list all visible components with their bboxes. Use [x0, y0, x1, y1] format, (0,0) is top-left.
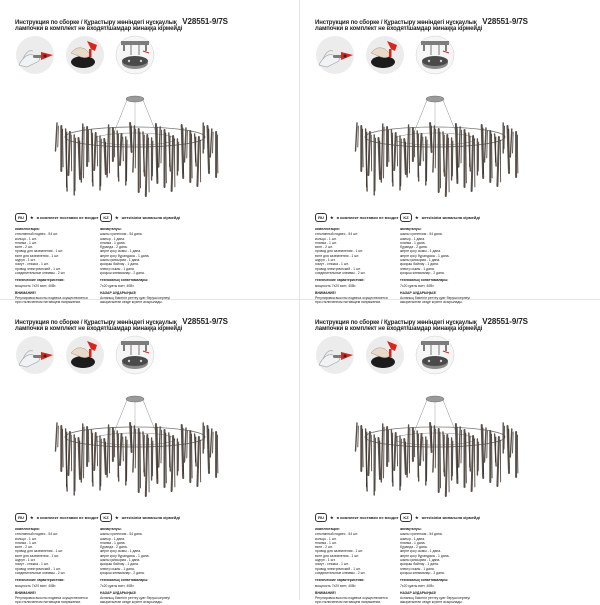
kz-warning-line: ажыратылған кезде жүзеге асырылады. — [100, 300, 163, 305]
kz-badge: KZ — [400, 513, 412, 522]
kz-column — [100, 527, 212, 605]
vertical-divider — [299, 0, 300, 600]
title-text: Инструкция по сборке / Құрастыру жөніндегі нұсқаулық — [15, 320, 177, 326]
ru-specs: мощность 7x20 ватт, 40Вт. — [315, 283, 357, 288]
chandelier-product-image — [35, 393, 235, 513]
ru-contents-item: соединительные клеммы - 2 шт. — [15, 570, 66, 575]
kz-contents-item: жерге қосу бұрандасы - 1 дана. — [100, 553, 150, 558]
kz-contents-item: қысқыш байлау - 1 дана. — [400, 562, 439, 567]
ru-contents-item: винт для заземления - 1 шт. — [15, 253, 60, 258]
ru-badge: RU — [315, 213, 327, 222]
ru-contents-item: провод для заземления - 1 шт. — [315, 549, 364, 554]
ru-contents-heading: комплектация: — [315, 527, 340, 531]
ru-not-included-row — [15, 213, 99, 222]
ru-contents-item: стеклянный подвес - 54 шт. — [315, 532, 358, 537]
ru-contents-item: винт - 2 шт. — [15, 545, 33, 550]
ru-specs: мощность 7x20 ватт, 40Вт. — [315, 583, 357, 588]
kz-warning-line: ажыратылған кезде жүзеге асырылады. — [400, 600, 463, 605]
kz-contents-item: шығыр - 1 дана. — [100, 236, 126, 241]
kz-column — [100, 227, 212, 305]
hand-tool-illustration — [365, 35, 405, 75]
kz-not-included: жеткізілім жинағына кірмейді — [421, 515, 481, 520]
kz-badge: KZ — [400, 213, 412, 222]
ru-not-included-row — [315, 513, 399, 522]
kz-column — [400, 527, 512, 605]
hand-tool-illustration — [365, 335, 405, 375]
ru-warning-line: при отключенном питающем напряжении. — [315, 600, 382, 605]
kz-contents-item: қосқыш клеммалар - 2 дана. — [400, 270, 445, 275]
kz-not-included-row — [400, 213, 480, 222]
kz-specs-heading: техникалық сипаттамалары: — [400, 578, 449, 583]
kz-contents-item: жерге қосу сымы - 1 дана. — [400, 549, 442, 554]
star-icon: ★ — [115, 515, 119, 520]
ru-contents-item: шуруп - 1 шт. — [15, 558, 36, 563]
kz-contents-item: шыны суспензия - 54 дана. — [400, 232, 443, 237]
ru-contents-item: стеклянный подвес - 54 шт. — [315, 232, 358, 237]
ru-warning-line: при отключенном питающем напряжении. — [315, 300, 382, 305]
kz-contents-item: қосқыш клеммалар - 2 дана. — [400, 570, 445, 575]
kz-specs-heading: техникалық сипаттамалары: — [400, 278, 449, 283]
ru-not-included: в комплект поставки не входит — [336, 515, 399, 520]
kz-contents-item: шыны қапсырма - 1 дана. — [400, 258, 441, 263]
kz-column — [400, 227, 512, 305]
kz-contents-item: электр сымы - 1 дана. — [100, 266, 135, 271]
kz-specs: 7x20 қуаты ватт, 40Вт. — [100, 283, 135, 288]
ru-contents-item: провод для заземления - 1 шт. — [15, 549, 64, 554]
kz-warning-line: Аспаның биіктігін реттеу қуат беруші кернеуі — [100, 596, 170, 601]
ru-contents-item: хомут - стяжка - 1 шт. — [315, 562, 349, 567]
bulbs-note: лампочки в комплект не входят/шамдар жинаққа кірмейді — [315, 26, 483, 32]
kz-badge: KZ — [100, 513, 112, 522]
chandelier-product-image — [35, 93, 235, 213]
ru-warning-heading: ВНИМАНИЕ! — [15, 290, 36, 295]
hand-tool-illustration — [65, 335, 105, 375]
ru-contents-item: кольцо - 1 шт. — [315, 536, 337, 541]
ru-warning-heading: ВНИМАНИЕ! — [15, 590, 36, 595]
ru-contents-item: шуруп - 1 шт. — [15, 258, 36, 263]
kz-badge: KZ — [100, 213, 112, 222]
kz-contents-item: электр сымы - 1 дана. — [100, 566, 135, 571]
ru-contents-heading: комплектация: — [315, 227, 340, 231]
ru-specs-heading: технические характеристики: — [315, 278, 365, 283]
kz-contents-item: планка - 1 дана. — [400, 540, 426, 545]
kz-not-included-row — [400, 513, 480, 522]
ru-not-included: в комплект поставки не входит — [36, 515, 99, 520]
kz-warning-line: Аспаның биіктігін реттеу қуат беруші кернеуі — [100, 296, 170, 301]
hand-screwdriver-illustration — [15, 35, 55, 75]
ceiling-mount-diagram — [115, 335, 155, 375]
kz-warning-line: Аспаның биіктігін реттеу қуат беруші кернеуі — [400, 596, 470, 601]
ru-contents-item: планка - 1 шт. — [15, 240, 37, 245]
hand-tool-illustration — [65, 35, 105, 75]
ru-not-included-row — [315, 213, 399, 222]
ru-contents-item: хомут - стяжка - 1 шт. — [15, 262, 49, 267]
ru-not-included-row — [15, 513, 99, 522]
kz-contents-heading: жинақталуы: — [400, 227, 422, 231]
ceiling-mount-diagram — [415, 35, 455, 75]
sheet-title — [315, 17, 585, 26]
ru-contents-item: винт - 2 шт. — [315, 245, 333, 250]
ru-badge: RU — [15, 213, 27, 222]
kz-contents-item: қысқыш байлау - 1 дана. — [100, 562, 139, 567]
ru-contents-item: планка - 1 шт. — [315, 540, 337, 545]
bulbs-note: лампочки в комплект не входят/шамдар жинаққа кірмейді — [15, 326, 183, 332]
ru-contents-item: планка - 1 шт. — [315, 240, 337, 245]
model-code: V28551-9/7S — [182, 17, 228, 26]
kz-contents-item: қосқыш клеммалар - 2 дана. — [100, 570, 145, 575]
ru-warning-line: при отключенном питающем напряжении. — [15, 300, 82, 305]
kz-contents-heading: жинақталуы: — [100, 527, 122, 531]
kz-contents-item: жерге қосу сымы - 1 дана. — [400, 249, 442, 254]
kz-contents-item: электр сымы - 1 дана. — [400, 266, 435, 271]
kz-not-included: жеткізілім жинағына кірмейді — [421, 215, 481, 220]
kz-contents-item: шығыр - 1 дана. — [100, 536, 126, 541]
kz-warning-line: ажыратылған кезде жүзеге асырылады. — [400, 300, 463, 305]
ru-contents-item: шуруп - 1 шт. — [315, 258, 336, 263]
ru-contents-item: винт для заземления - 1 шт. — [315, 253, 360, 258]
ceiling-mount-diagram — [115, 35, 155, 75]
ru-contents-item: стеклянный подвес - 54 шт. — [15, 232, 58, 237]
kz-contents-item: шыны суспензия - 54 дана. — [400, 532, 443, 537]
kz-contents-item: жерге қосу бұрандасы - 1 дана. — [400, 253, 450, 258]
ru-warning-line: Регулировка высоты подвеса осуществляется — [315, 296, 388, 301]
instruction-sheet — [305, 5, 595, 305]
kz-contents-item: қысқыш байлау - 1 дана. — [400, 262, 439, 267]
ru-contents-item: хомут - стяжка - 1 шт. — [315, 262, 349, 267]
instruction-sheet — [5, 5, 295, 305]
kz-contents-item: шыны қапсырма - 1 дана. — [100, 558, 141, 563]
ru-warning-line: Регулировка высоты подвеса осуществляется — [315, 596, 388, 601]
ru-warning-line: при отключенном питающем напряжении. — [15, 600, 82, 605]
kz-contents-item: бұранда - 2 дана. — [400, 245, 428, 250]
kz-contents-item: бұранда - 2 дана. — [400, 545, 428, 550]
ru-contents-item: соединительные клеммы - 2 шт. — [15, 270, 66, 275]
model-code: V28551-9/7S — [482, 17, 528, 26]
ru-contents-item: провод электрический - 1 шт. — [315, 266, 361, 271]
kz-contents-item: шыны қапсырма - 1 дана. — [100, 258, 141, 263]
ru-contents-item: планка - 1 шт. — [15, 540, 37, 545]
star-icon: ★ — [415, 215, 419, 220]
ru-contents-item: провод электрический - 1 шт. — [315, 566, 361, 571]
bulbs-note: лампочки в комплект не входят/шамдар жинаққа кірмейді — [15, 26, 183, 32]
kz-warning-line: ажыратылған кезде жүзеге асырылады. — [100, 600, 163, 605]
ru-specs: мощность 7x20 ватт, 40Вт. — [15, 583, 57, 588]
kz-contents-item: шығыр - 1 дана. — [400, 236, 426, 241]
ru-contents-item: шуруп - 1 шт. — [315, 558, 336, 563]
hand-screwdriver-illustration — [315, 335, 355, 375]
hand-screwdriver-illustration — [15, 335, 55, 375]
model-code: V28551-9/7S — [482, 317, 528, 326]
bulbs-note: лампочки в комплект не входят/шамдар жинаққа кірмейді — [315, 326, 483, 332]
sheet-title — [15, 317, 285, 326]
kz-contents-item: жерге қосу сымы - 1 дана. — [100, 549, 142, 554]
hand-screwdriver-illustration — [315, 35, 355, 75]
ru-contents-item: винт для заземления - 1 шт. — [15, 553, 60, 558]
ru-contents-item: провод электрический - 1 шт. — [15, 566, 61, 571]
ru-contents-heading: комплектация: — [15, 527, 40, 531]
kz-specs-heading: техникалық сипаттамалары: — [100, 578, 149, 583]
ru-contents-item: стеклянный подвес - 54 шт. — [15, 532, 58, 537]
ru-specs: мощность 7x20 ватт, 40Вт. — [15, 283, 57, 288]
kz-not-included-row — [100, 513, 180, 522]
star-icon: ★ — [415, 515, 419, 520]
kz-specs: 7x20 қуаты ватт, 40Вт. — [400, 283, 435, 288]
chandelier-product-image — [335, 93, 535, 213]
title-text: Инструкция по сборке / Құрастыру жөніндегі нұсқаулық — [315, 20, 477, 26]
kz-warning-line: Аспаның биіктігін реттеу қуат беруші кернеуі — [400, 296, 470, 301]
ru-specs-heading: технические характеристики: — [15, 578, 65, 583]
ru-contents-item: кольцо - 1 шт. — [15, 236, 37, 241]
ru-contents-item: кольцо - 1 шт. — [315, 236, 337, 241]
ru-contents-item: соединительные клеммы - 2 шт. — [315, 570, 366, 575]
kz-contents-item: планка - 1 дана. — [100, 540, 126, 545]
ru-contents-item: провод электрический - 1 шт. — [15, 266, 61, 271]
sheet-title — [15, 17, 285, 26]
ru-contents-item: винт для заземления - 1 шт. — [315, 553, 360, 558]
instruction-sheet — [305, 305, 595, 605]
kz-contents-item: жерге қосу сымы - 1 дана. — [100, 249, 142, 254]
ceiling-mount-diagram — [415, 335, 455, 375]
ru-specs-heading: технические характеристики: — [15, 278, 65, 283]
ru-contents-item: соединительные клеммы - 2 шт. — [315, 270, 366, 275]
kz-contents-item: планка - 1 дана. — [100, 240, 126, 245]
chandelier-product-image — [335, 393, 535, 513]
kz-contents-item: қосқыш клеммалар - 2 дана. — [100, 270, 145, 275]
ru-contents-item: хомут - стяжка - 1 шт. — [15, 562, 49, 567]
kz-warning-heading: НАЗАР АУДАРЫҢЫЗ! — [100, 590, 137, 595]
kz-contents-item: қысқыш байлау - 1 дана. — [100, 262, 139, 267]
kz-not-included: жеткізілім жинағына кірмейді — [121, 515, 181, 520]
kz-warning-heading: НАЗАР АУДАРЫҢЫЗ! — [100, 290, 137, 295]
kz-specs-heading: техникалық сипаттамалары: — [100, 278, 149, 283]
title-text: Инструкция по сборке / Құрастыру жөніндегі нұсқаулық — [315, 320, 477, 326]
ru-not-included: в комплект поставки не входит — [336, 215, 399, 220]
ru-warning-line: Регулировка высоты подвеса осуществляется — [15, 296, 88, 301]
kz-warning-heading: НАЗАР АУДАРЫҢЫЗ! — [400, 290, 437, 295]
kz-contents-item: шығыр - 1 дана. — [400, 536, 426, 541]
ru-badge: RU — [315, 513, 327, 522]
kz-specs: 7x20 қуаты ватт, 40Вт. — [400, 583, 435, 588]
kz-contents-item: бұранда - 2 дана. — [100, 245, 128, 250]
star-icon: ★ — [30, 215, 34, 220]
kz-contents-heading: жинақталуы: — [400, 527, 422, 531]
ru-warning-line: Регулировка высоты подвеса осуществляется — [15, 596, 88, 601]
kz-contents-heading: жинақталуы: — [100, 227, 122, 231]
star-icon: ★ — [115, 215, 119, 220]
ru-contents-item: винт - 2 шт. — [15, 245, 33, 250]
sheet-title — [315, 317, 585, 326]
kz-contents-item: бұранда - 2 дана. — [100, 545, 128, 550]
kz-not-included: жеткізілім жинағына кірмейді — [121, 215, 181, 220]
ru-warning-heading: ВНИМАНИЕ! — [315, 290, 336, 295]
ru-badge: RU — [15, 513, 27, 522]
instruction-sheet — [5, 305, 295, 605]
ru-contents-item: винт - 2 шт. — [315, 545, 333, 550]
kz-contents-item: жерге қосу бұрандасы - 1 дана. — [100, 253, 150, 258]
kz-contents-item: шыны қапсырма - 1 дана. — [400, 558, 441, 563]
star-icon: ★ — [330, 515, 334, 520]
ru-contents-item: провод для заземления - 1 шт. — [15, 249, 64, 254]
kz-contents-item: жерге қосу бұрандасы - 1 дана. — [400, 553, 450, 558]
kz-contents-item: шыны суспензия - 54 дана. — [100, 532, 143, 537]
kz-contents-item: шыны суспензия - 54 дана. — [100, 232, 143, 237]
kz-not-included-row — [100, 213, 180, 222]
kz-contents-item: электр сымы - 1 дана. — [400, 566, 435, 571]
ru-contents-item: кольцо - 1 шт. — [15, 536, 37, 541]
model-code: V28551-9/7S — [182, 317, 228, 326]
star-icon: ★ — [30, 515, 34, 520]
kz-specs: 7x20 қуаты ватт, 40Вт. — [100, 583, 135, 588]
kz-warning-heading: НАЗАР АУДАРЫҢЫЗ! — [400, 590, 437, 595]
ru-contents-item: провод для заземления - 1 шт. — [315, 249, 364, 254]
ru-contents-heading: комплектация: — [15, 227, 40, 231]
star-icon: ★ — [330, 215, 334, 220]
kz-contents-item: планка - 1 дана. — [400, 240, 426, 245]
title-text: Инструкция по сборке / Құрастыру жөніндегі нұсқаулық — [15, 20, 177, 26]
ru-specs-heading: технические характеристики: — [315, 578, 365, 583]
ru-warning-heading: ВНИМАНИЕ! — [315, 590, 336, 595]
ru-not-included: в комплект поставки не входит — [36, 215, 99, 220]
